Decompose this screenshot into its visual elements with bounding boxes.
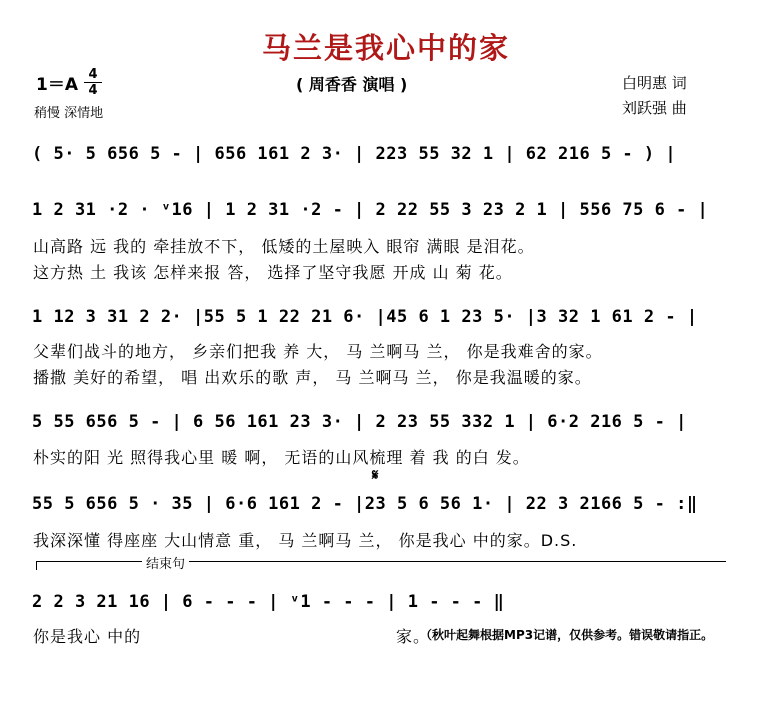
score-line-4: 5 55 656 5 - | 6 56 161 23 3· | 2 23 55 332 1 | 6·2 216 5 - | — [32, 412, 687, 432]
ending-bracket-line — [36, 561, 726, 562]
score-line-6: 2 2 3 21 16 | 6 - - - | ᵛ1 - - - | 1 - - - ‖ — [32, 592, 505, 612]
composer-credit: 刘跃强 曲 — [622, 99, 687, 117]
time-signature-bottom: 4 — [88, 83, 98, 98]
time-signature-top: 4 — [88, 67, 98, 82]
segno-sign: 𝄋 — [372, 466, 379, 484]
lyric-line-2: 这方热 土 我该 怎样来报 答， 选择了坚守我愿 开成 山 菊 花。 — [33, 263, 513, 282]
ending-bracket-tick — [36, 561, 37, 570]
score-line-5: 55 5 656 5 · 35 | 6·6 161 2 - |23 5 6 56 1· | 22 3 2166 5 - :‖ — [32, 494, 698, 514]
lyric-line-4: 播撒 美好的希望， 唱 出欢乐的歌 声， 马 兰啊马 兰， 你是我温暖的家。 — [33, 368, 592, 387]
score-line-2: 1 2 31 ·2 · ᵛ16 | 1 2 31 ·2 - | 2 22 55 3 23 2 1 | 556 75 6 - | — [32, 200, 709, 220]
final-lyric: 家。 — [396, 627, 431, 646]
lyric-line-5: 朴实的阳 光 照得我心里 暖 啊， 无语的山风梳理 着 我 的白 发。 — [33, 448, 530, 467]
score-line-1: ( 5· 5 656 5 - | 656 161 2 3· | 223 55 32 1 | 62 216 5 - ) | — [32, 144, 677, 164]
lyricist-credit: 白明惠 词 — [622, 74, 687, 92]
transcription-note: （秋叶起舞根据MP3记谱，仅供参考。错误敬请指正。 — [420, 628, 714, 642]
ending-label: 结束句 — [142, 553, 189, 572]
key-signature: 1＝A — [36, 75, 78, 95]
singer-credit: ( 周香香 演唱 ) — [296, 75, 408, 94]
score-line-3: 1 12 3 31 2 2· |55 5 1 22 21 6· |45 6 1 23 5· |3 32 1 61 2 - | — [32, 307, 698, 327]
lyric-line-7: 你是我心 中的 — [33, 627, 142, 646]
tempo-marking: 稍慢 深情地 — [34, 106, 104, 121]
lyric-line-3: 父辈们战斗的地方， 乡亲们把我 养 大， 马 兰啊马 兰， 你是我难舍的家。 — [33, 342, 603, 361]
song-title: 马兰是我心中的家 — [261, 31, 510, 65]
lyric-line-6: 我深深懂 得座座 大山情意 重， 马 兰啊马 兰， 你是我心 中的家。D.S. — [33, 531, 578, 550]
lyric-line-1: 山高路 远 我的 牵挂放不下， 低矮的土屋映入 眼帘 满眼 是泪花。 — [33, 237, 535, 256]
time-signature — [84, 68, 102, 97]
